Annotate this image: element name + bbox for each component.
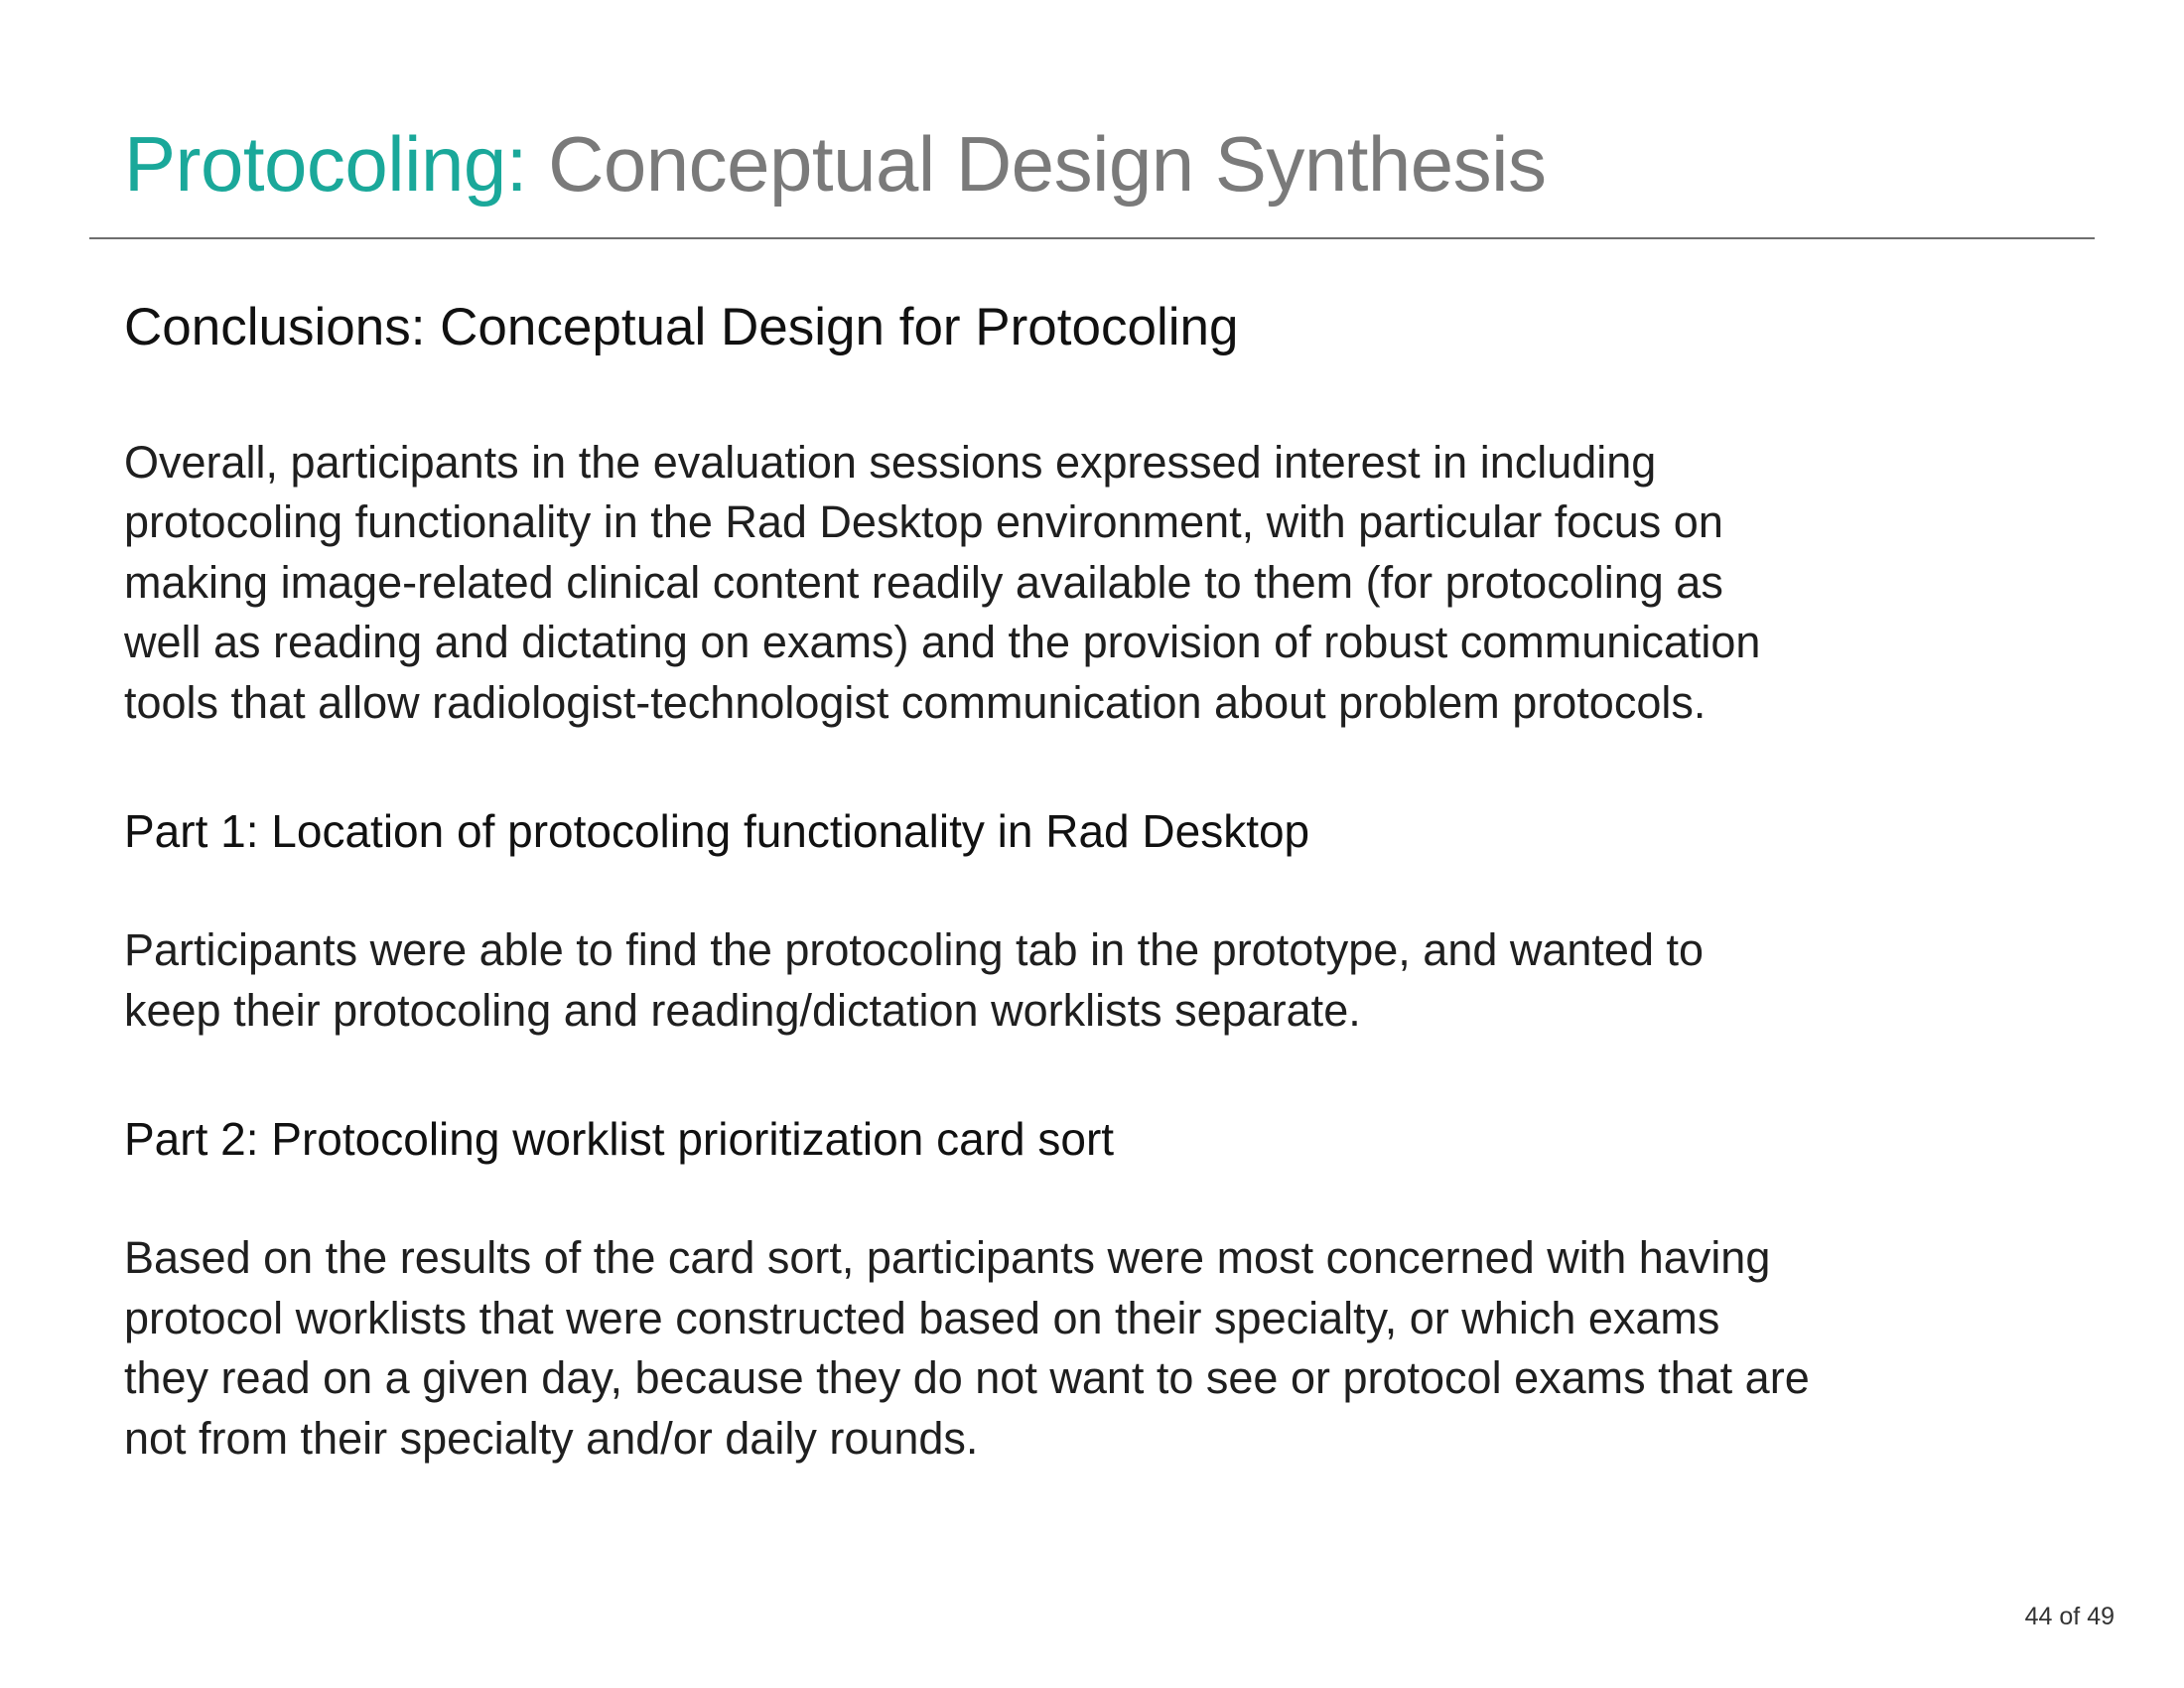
page-number: 44 of 49 bbox=[2024, 1603, 2115, 1630]
conclusions-heading: Conclusions: Conceptual Design for Protocoling bbox=[124, 298, 1239, 356]
paragraph-line: protocol worklists that were constructed based on their specialty, or which exams bbox=[124, 1292, 1720, 1343]
paragraph-line: well as reading and dictating on exams) and the provision of robust communication bbox=[124, 617, 1761, 668]
part2-paragraph bbox=[124, 1228, 2060, 1469]
part2-heading: Part 2: Protocoling worklist prioritization card sort bbox=[124, 1113, 1115, 1166]
paragraph-line: they read on a given day, because they do not want to see or protocol exams that are bbox=[124, 1352, 1810, 1404]
part1-heading: Part 1: Location of protocoling functionality in Rad Desktop bbox=[124, 805, 1310, 858]
paragraph-line: Overall, participants in the evaluation sessions expressed interest in including bbox=[124, 436, 1657, 488]
slide-content bbox=[124, 296, 2070, 1469]
overall-paragraph bbox=[124, 433, 2060, 734]
slide-title bbox=[124, 120, 1547, 208]
paragraph-line: protocoling functionality in the Rad Desktop environment, with particular focus on bbox=[124, 496, 1723, 548]
paragraph-line: tools that allow radiologist-technologist communication about problem protocols. bbox=[124, 676, 1706, 728]
title-accent-text: Protocoling: bbox=[124, 120, 527, 208]
title-divider bbox=[89, 237, 2095, 239]
paragraph-line: not from their specialty and/or daily rounds. bbox=[124, 1412, 979, 1464]
title-main-text: Conceptual Design Synthesis bbox=[548, 120, 1547, 208]
paragraph-line: making image-related clinical content readily available to them (for protocoling as bbox=[124, 556, 1723, 608]
paragraph-line: keep their protocoling and reading/dictation worklists separate. bbox=[124, 984, 1361, 1036]
paragraph-line: Based on the results of the card sort, participants were most concerned with having bbox=[124, 1232, 1771, 1284]
part1-paragraph bbox=[124, 920, 2060, 1041]
paragraph-line: Participants were able to find the protocoling tab in the prototype, and wanted to bbox=[124, 924, 1705, 976]
